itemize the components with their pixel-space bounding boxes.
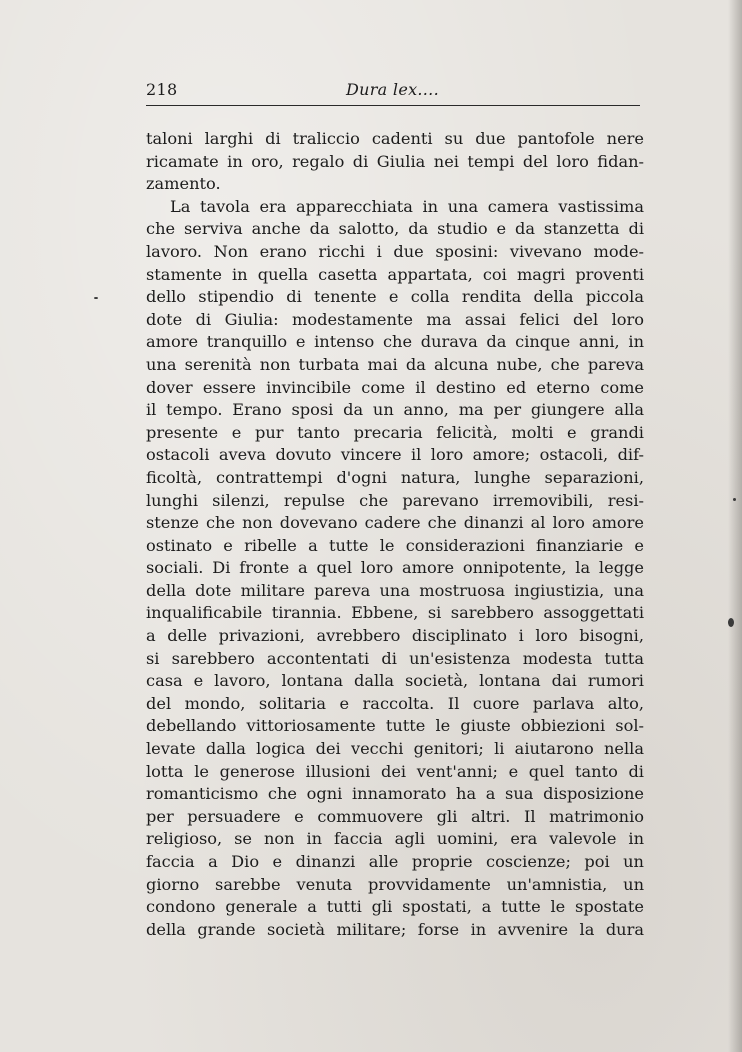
- text-line: amore tranquillo e intenso che durava da cinque anni, in: [146, 332, 644, 352]
- text-line: zamento.: [146, 174, 221, 194]
- text-line: una serenità non turbata mai da alcuna nube, che pareva: [146, 354, 644, 374]
- text-line: per persuadere e commuovere gli altri. Il matrimonio: [146, 806, 644, 826]
- text-line: religioso, se non in faccia agli uomini, era valevole in: [146, 829, 644, 849]
- text-line: presente e pur tanto precaria felicità, molti e grandi: [146, 422, 644, 442]
- ink-speck: [94, 297, 98, 299]
- text-line: della grande società militare; forse in avvenire la dura: [146, 919, 644, 939]
- text-line: lavoro. Non erano ricchi i due sposini: vivevano mode-: [146, 241, 644, 261]
- text-line: sociali. Di fronte a quel loro amore onnipotente, la legge: [146, 558, 644, 578]
- text-line: a delle privazioni, avrebbero disciplinato i loro bisogni,: [146, 626, 644, 646]
- text-line: ostinato e ribelle a tutte le considerazioni finanziarie e: [146, 535, 644, 555]
- text-line: lotta le generose illusioni dei vent'anni; e quel tanto di: [146, 761, 644, 781]
- text-line: faccia a Dio e dinanzi alle proprie coscienze; poi un: [146, 852, 644, 871]
- text-line: lunghi silenzi, repulse che parevano irremovibili, resi-: [146, 490, 644, 510]
- text-line: debellando vittoriosamente tutte le giuste obbiezioni sol-: [146, 716, 644, 736]
- text-line: romanticismo che ogni innamorato ha a sua disposizione: [146, 784, 644, 804]
- text-line: che serviva anche da salotto, da studio e da stanzetta di: [146, 219, 644, 239]
- text-line: stenze che non dovevano cadere che dinanzi al loro amore: [146, 513, 644, 533]
- text-line: stamente in quella casetta appartata, coi magri proventi: [146, 264, 644, 284]
- text-line: dello stipendio di tenente e colla rendita della piccola: [146, 287, 644, 307]
- text-line: levate dalla logica dei vecchi genitori; li aiutarono nella: [146, 739, 644, 759]
- text-line: dover essere invincibile come il destino ed eterno come: [146, 377, 644, 397]
- running-title: Dura lex....: [346, 80, 439, 99]
- text-line: ostacoli aveva dovuto vincere il loro amore; ostacoli, dif-: [146, 445, 644, 465]
- body-text: [146, 128, 644, 941]
- text-line: casa e lavoro, lontana dalla società, lontana dai rumori: [146, 671, 644, 691]
- text-line: della dote militare pareva una mostruosa ingiustizia, una: [146, 580, 644, 600]
- text-line: del mondo, solitaria e raccolta. Il cuore parlava alto,: [146, 693, 644, 713]
- text-line: si sarebbero accontentati di un'esistenza modesta tutta: [146, 648, 644, 668]
- page-header: [146, 80, 640, 108]
- text-line: condono generale a tutti gli spostati, a tutte le spostate: [146, 897, 644, 917]
- text-line: giorno sarebbe venuta provvidamente un'amnistia, un: [146, 874, 644, 894]
- paragraph-first-line: La tavola era apparecchiata in una camera vastissima: [170, 196, 644, 216]
- text-line: taloni larghi di traliccio cadenti su due pantofole nere: [146, 129, 644, 148]
- text-line: il tempo. Erano sposi da un anno, ma per giungere alla: [146, 400, 644, 420]
- ink-speck: [728, 618, 734, 627]
- text-line: dote di Giulia: modestamente ma assai felici del loro: [146, 309, 644, 329]
- page-number: 218: [146, 80, 178, 99]
- text-line: ricamate in oro, regalo di Giulia nei tempi del loro fidan-: [146, 151, 644, 171]
- text-line: inqualificabile tirannia. Ebbene, si sarebbero assoggettati: [146, 603, 644, 623]
- header-rule: [146, 105, 640, 106]
- page-edge-shadow: [728, 0, 742, 1052]
- ink-speck: [733, 498, 736, 501]
- text-line: ficoltà, contrattempi d'ogni natura, lunghe separazioni,: [146, 467, 644, 487]
